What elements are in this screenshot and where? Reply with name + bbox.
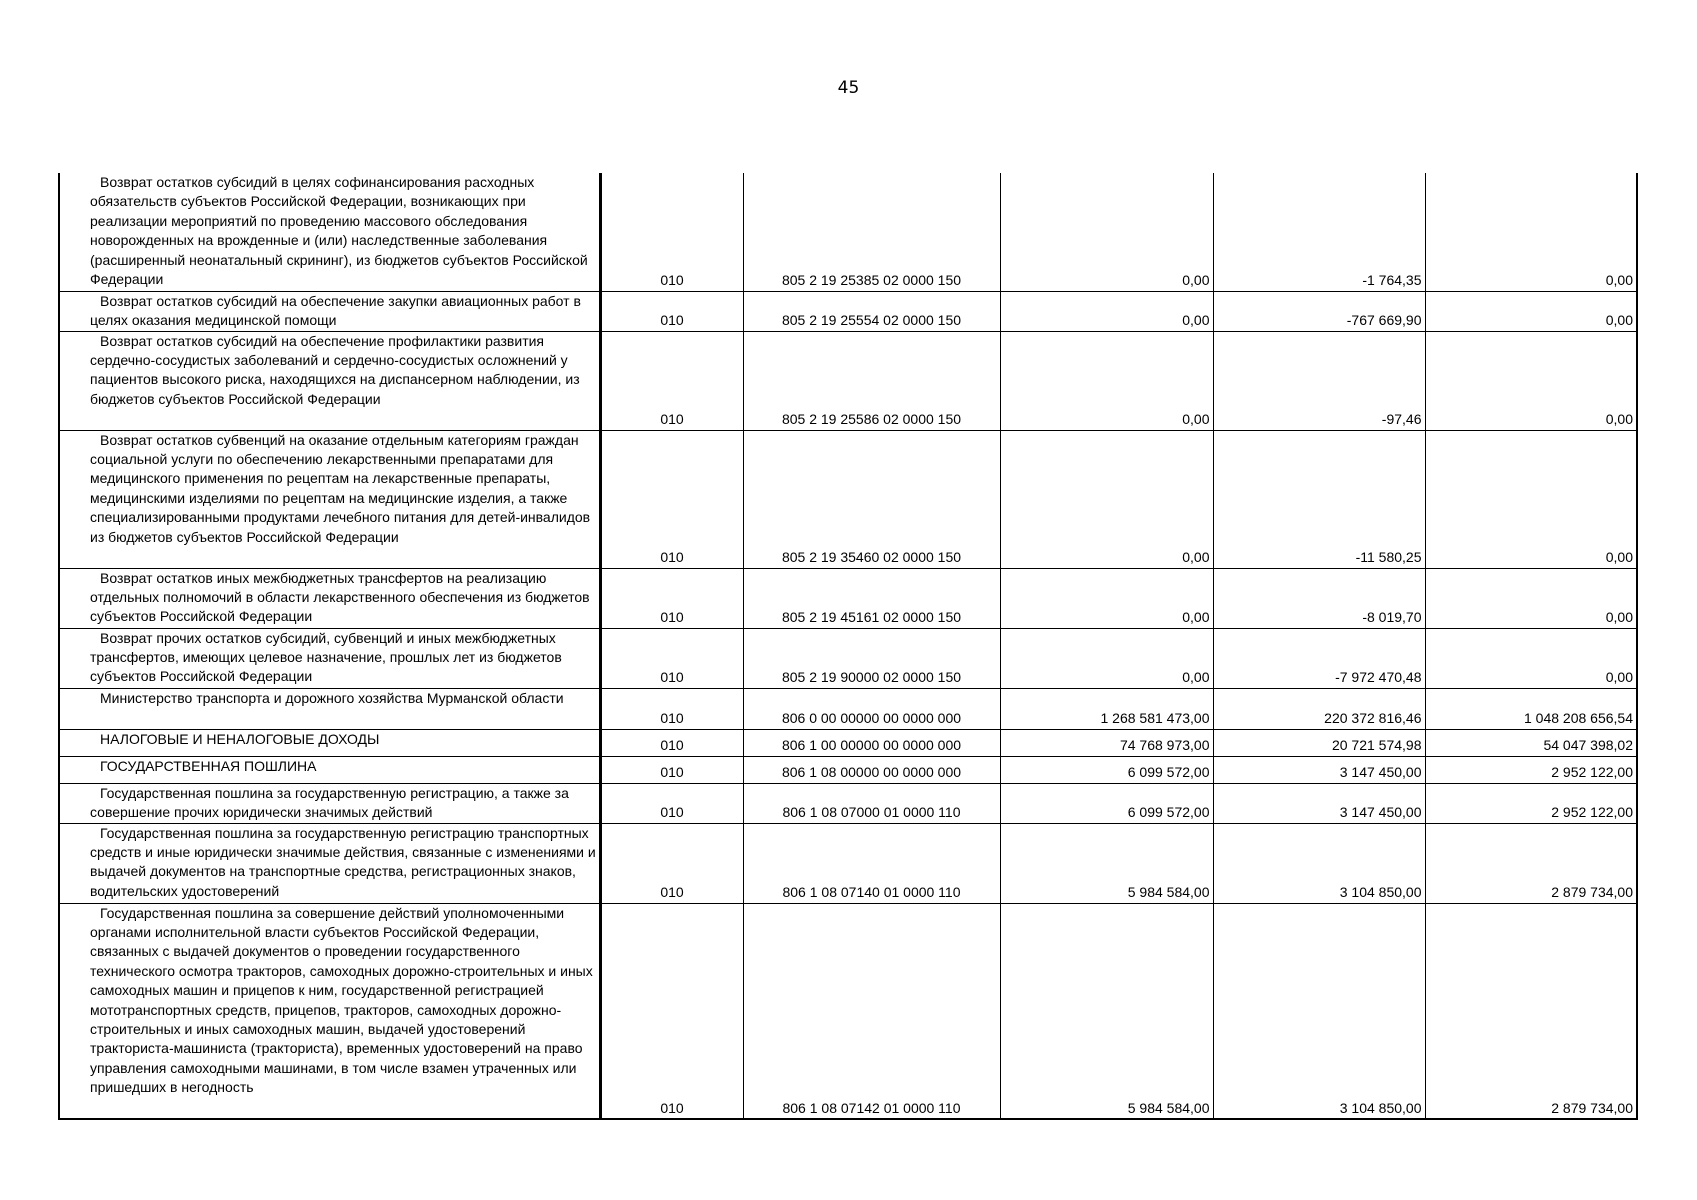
row-budget-code: 805 2 19 25586 02 0000 150 xyxy=(743,331,1000,430)
row-approved-amount: 1 268 581 473,00 xyxy=(1000,688,1213,729)
row-budget-code: 805 2 19 25554 02 0000 150 xyxy=(743,291,1000,331)
row-line-code: 010 xyxy=(600,628,743,688)
row-name: Возврат остатков субвенций на оказание отдельным категориям граждан социальной услуги по обеспечению лекарственными препаратами для медицинского применения по рецептам на лекарственные препараты, медицинскими изделиями по рецептам на медицинские изделия, а также специализированными продуктами лечебного питания для детей-инвалидов из бюджетов субъектов Российской Федерации xyxy=(59,430,600,568)
row-approved-amount: 0,00 xyxy=(1000,331,1213,430)
row-unexecuted-amount: 0,00 xyxy=(1425,430,1637,568)
row-executed-amount: -767 669,90 xyxy=(1213,291,1425,331)
row-name: НАЛОГОВЫЕ И НЕНАЛОГОВЫЕ ДОХОДЫ xyxy=(59,729,600,756)
row-approved-amount: 6 099 572,00 xyxy=(1000,756,1213,783)
row-approved-amount: 0,00 xyxy=(1000,628,1213,688)
row-line-code: 010 xyxy=(600,568,743,628)
row-budget-code: 806 0 00 00000 00 0000 000 xyxy=(743,688,1000,729)
row-budget-code: 806 1 08 07140 01 0000 110 xyxy=(743,823,1000,903)
row-unexecuted-amount: 2 879 734,00 xyxy=(1425,823,1637,903)
table-row xyxy=(59,729,1637,756)
row-budget-code: 806 1 08 07000 01 0000 110 xyxy=(743,783,1000,823)
row-name: Государственная пошлина за совершение действий уполномоченными органами исполнительной власти субъектов Российской Федерации, связанных с выдачей документов о проведении государственного технического осмотра тракторов, самоходных дорожно-строительных и иных самоходных машин и прицепов к ним, государственной регистрацией мототранспортных средств, прицепов, тракторов, самоходных дорожно-строительных и иных самоходных машин, выдачей удостоверений тракториста-машиниста (тракториста), временных удостоверений на право управления самоходными машинами, в том числе взамен утраченных или пришедших в негодность xyxy=(59,903,600,1119)
row-name: Министерство транспорта и дорожного хозяйства Мурманской области xyxy=(59,688,600,729)
row-name: Возврат остатков субсидий на обеспечение профилактики развития сердечно-сосудистых заболеваний и сердечно-сосудистых осложнений у пациентов высокого риска, находящихся на диспансерном наблюдении, из бюджетов субъектов Российской Федерации xyxy=(59,331,600,430)
table-row xyxy=(59,903,1637,1119)
row-executed-amount: -97,46 xyxy=(1213,331,1425,430)
row-line-code: 010 xyxy=(600,823,743,903)
row-budget-code: 806 1 00 00000 00 0000 000 xyxy=(743,729,1000,756)
row-executed-amount: 3 104 850,00 xyxy=(1213,823,1425,903)
row-line-code: 010 xyxy=(600,173,743,291)
row-name: Государственная пошлина за государственную регистрацию, а также за совершение прочих юридически значимых действий xyxy=(59,783,600,823)
table-row xyxy=(59,823,1637,903)
row-unexecuted-amount: 0,00 xyxy=(1425,291,1637,331)
table-row xyxy=(59,688,1637,729)
row-executed-amount: 3 147 450,00 xyxy=(1213,783,1425,823)
row-approved-amount: 0,00 xyxy=(1000,568,1213,628)
row-approved-amount: 6 099 572,00 xyxy=(1000,783,1213,823)
table-row xyxy=(59,291,1637,331)
row-unexecuted-amount: 0,00 xyxy=(1425,568,1637,628)
table-row xyxy=(59,173,1637,291)
row-budget-code: 805 2 19 90000 02 0000 150 xyxy=(743,628,1000,688)
row-approved-amount: 5 984 584,00 xyxy=(1000,903,1213,1119)
row-approved-amount: 0,00 xyxy=(1000,173,1213,291)
table-row xyxy=(59,628,1637,688)
row-executed-amount: -11 580,25 xyxy=(1213,430,1425,568)
row-line-code: 010 xyxy=(600,430,743,568)
table-row xyxy=(59,783,1637,823)
table-row xyxy=(59,568,1637,628)
row-name: Государственная пошлина за государственную регистрацию транспортных средств и иные юридически значимые действия, связанные с изменениями и выдачей документов на транспортные средства, регистрационных знаков, водительских удостоверений xyxy=(59,823,600,903)
row-line-code: 010 xyxy=(600,688,743,729)
row-unexecuted-amount: 2 879 734,00 xyxy=(1425,903,1637,1119)
page-number: 45 xyxy=(837,78,860,98)
row-budget-code: 805 2 19 25385 02 0000 150 xyxy=(743,173,1000,291)
row-budget-code: 805 2 19 35460 02 0000 150 xyxy=(743,430,1000,568)
row-line-code: 010 xyxy=(600,331,743,430)
row-name: Возврат остатков иных межбюджетных трансфертов на реализацию отдельных полномочий в области лекарственного обеспечения из бюджетов субъектов Российской Федерации xyxy=(59,568,600,628)
row-unexecuted-amount: 0,00 xyxy=(1425,331,1637,430)
row-executed-amount: -7 972 470,48 xyxy=(1213,628,1425,688)
table-row xyxy=(59,756,1637,783)
row-unexecuted-amount: 1 048 208 656,54 xyxy=(1425,688,1637,729)
row-line-code: 010 xyxy=(600,729,743,756)
row-unexecuted-amount: 2 952 122,00 xyxy=(1425,783,1637,823)
row-name: Возврат остатков субсидий на обеспечение закупки авиационных работ в целях оказания медицинской помощи xyxy=(59,291,600,331)
budget-report-table xyxy=(58,173,1638,1120)
table-row xyxy=(59,430,1637,568)
row-unexecuted-amount: 0,00 xyxy=(1425,173,1637,291)
row-line-code: 010 xyxy=(600,903,743,1119)
row-unexecuted-amount: 0,00 xyxy=(1425,628,1637,688)
row-name: Возврат прочих остатков субсидий, субвенций и иных межбюджетных трансфертов, имеющих целевое назначение, прошлых лет из бюджетов субъектов Российской Федерации xyxy=(59,628,600,688)
row-executed-amount: 220 372 816,46 xyxy=(1213,688,1425,729)
row-unexecuted-amount: 54 047 398,02 xyxy=(1425,729,1637,756)
row-line-code: 010 xyxy=(600,756,743,783)
row-name: ГОСУДАРСТВЕННАЯ ПОШЛИНА xyxy=(59,756,600,783)
row-executed-amount: 3 147 450,00 xyxy=(1213,756,1425,783)
row-approved-amount: 0,00 xyxy=(1000,291,1213,331)
row-line-code: 010 xyxy=(600,783,743,823)
row-line-code: 010 xyxy=(600,291,743,331)
row-approved-amount: 74 768 973,00 xyxy=(1000,729,1213,756)
row-budget-code: 805 2 19 45161 02 0000 150 xyxy=(743,568,1000,628)
row-budget-code: 806 1 08 07142 01 0000 110 xyxy=(743,903,1000,1119)
row-executed-amount: -8 019,70 xyxy=(1213,568,1425,628)
row-name: Возврат остатков субсидий в целях софинансирования расходных обязательств субъектов Российской Федерации, возникающих при реализации мероприятий по проведению массового обследования новорожденных на врожденные и (или) наследственные заболевания (расширенный неонатальный скрининг), из бюджетов субъектов Российской Федерации xyxy=(59,173,600,291)
row-executed-amount: -1 764,35 xyxy=(1213,173,1425,291)
row-budget-code: 806 1 08 00000 00 0000 000 xyxy=(743,756,1000,783)
row-approved-amount: 0,00 xyxy=(1000,430,1213,568)
row-approved-amount: 5 984 584,00 xyxy=(1000,823,1213,903)
row-executed-amount: 3 104 850,00 xyxy=(1213,903,1425,1119)
table-row xyxy=(59,331,1637,430)
row-executed-amount: 20 721 574,98 xyxy=(1213,729,1425,756)
row-unexecuted-amount: 2 952 122,00 xyxy=(1425,756,1637,783)
